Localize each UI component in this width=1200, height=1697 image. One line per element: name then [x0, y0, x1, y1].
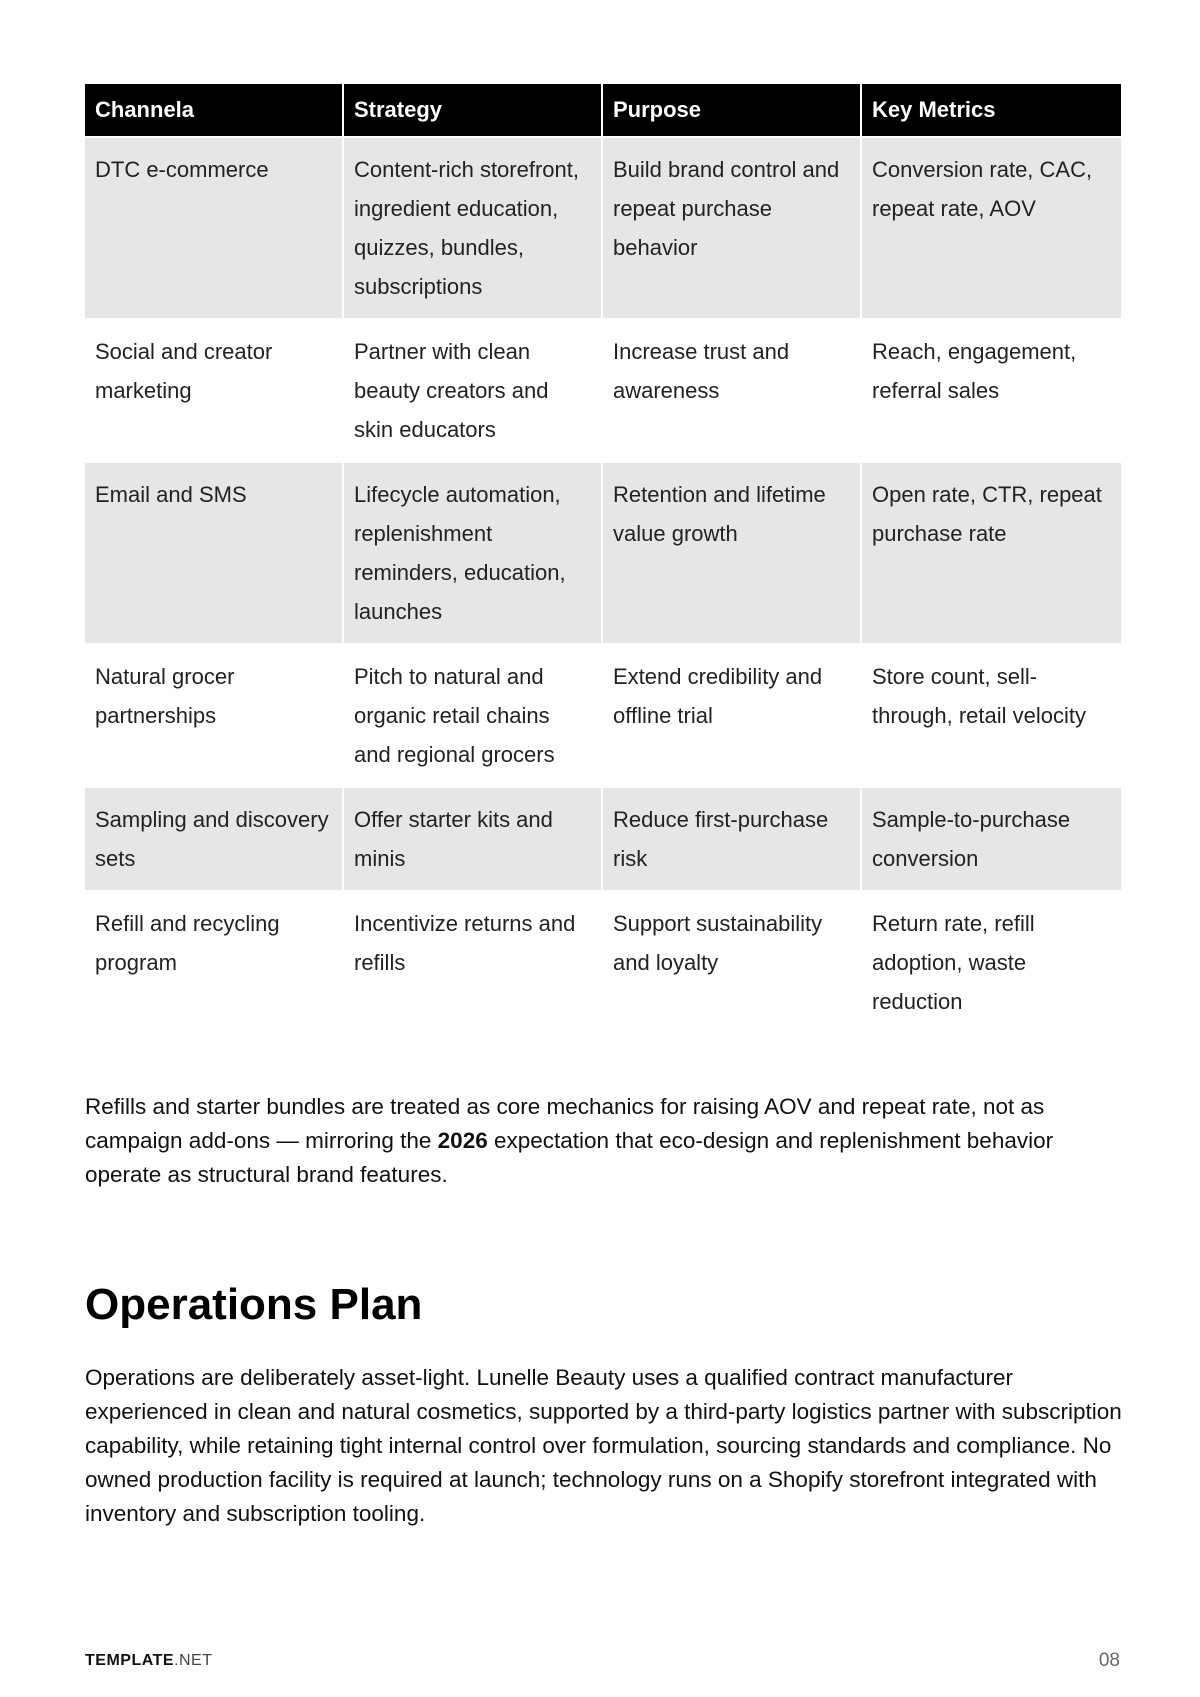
cell-key-metrics: Return rate, refill adoption, waste reduction	[862, 890, 1121, 1033]
page-content	[85, 84, 1121, 1033]
header-purpose: Purpose	[603, 84, 862, 136]
table-row	[85, 136, 1121, 318]
operations-paragraph: Operations are deliberately asset-light. Lunelle Beauty uses a qualified contract manufacturer experienced in clean and natural cosmetics, supported by a third-party logistics partner with subscription capability, while retaining tight internal control over formulation, sourcing standards and compliance. No owned production facility is required at launch; technology runs on a Shopify storefront integrated with inventory and subscription tooling.	[85, 1365, 1122, 1526]
cell-purpose: Reduce first-purchase risk	[603, 786, 862, 890]
cell-purpose: Increase trust and awareness	[603, 318, 862, 461]
footer-logo-bold: TEMPLATE	[85, 1652, 175, 1669]
cell-key-metrics: Conversion rate, CAC, repeat rate, AOV	[862, 136, 1121, 318]
refills-text-end: expectation that eco-design and replenishment behavior operate as structural brand features.	[85, 1128, 1054, 1187]
page-number: 08	[1098, 1650, 1120, 1671]
table-row	[85, 890, 1121, 1033]
table-row	[85, 318, 1121, 461]
cell-strategy: Pitch to natural and organic retail chains and regional grocers	[344, 643, 603, 786]
table-row	[85, 461, 1121, 643]
table-row	[85, 643, 1121, 786]
cell-purpose: Extend credibility and offline trial	[603, 643, 862, 786]
refills-paragraph	[85, 1090, 1125, 1192]
footer-logo	[85, 1652, 212, 1670]
header-channel: Channela	[85, 84, 344, 136]
cell-channel: Natural grocer partnerships	[85, 643, 344, 786]
cell-purpose: Support sustainability and loyalty	[603, 890, 862, 1033]
cell-key-metrics: Store count, sell-through, retail velocity	[862, 643, 1121, 786]
cell-purpose: Build brand control and repeat purchase behavior	[603, 136, 862, 318]
cell-channel: DTC e-commerce	[85, 136, 344, 318]
cell-channel: Email and SMS	[85, 461, 344, 643]
cell-strategy: Incentivize returns and refills	[344, 890, 603, 1033]
cell-channel: Refill and recycling program	[85, 890, 344, 1033]
cell-key-metrics: Sample-to-purchase conversion	[862, 786, 1121, 890]
cell-channel: Sampling and discovery sets	[85, 786, 344, 890]
table-row	[85, 786, 1121, 890]
cell-purpose: Retention and lifetime value growth	[603, 461, 862, 643]
header-strategy: Strategy	[344, 84, 603, 136]
year-highlight: 2026	[437, 1128, 488, 1153]
cell-key-metrics: Open rate, CTR, repeat purchase rate	[862, 461, 1121, 643]
operations-plan-heading: Operations Plan	[85, 1280, 423, 1329]
cell-strategy: Partner with clean beauty creators and skin educators	[344, 318, 603, 461]
cell-key-metrics: Reach, engagement, referral sales	[862, 318, 1121, 461]
table-header-row	[85, 84, 1121, 136]
refills-text-start: Refills and starter bundles are treated as core mechanics for raising AOV and repeat rate, not as campaign add-ons — mirroring the	[85, 1094, 1045, 1153]
header-key-metrics: Key Metrics	[862, 84, 1121, 136]
cell-strategy: Lifecycle automation, replenishment reminders, education, launches	[344, 461, 603, 643]
cell-strategy: Offer starter kits and minis	[344, 786, 603, 890]
cell-channel: Social and creator marketing	[85, 318, 344, 461]
channels-table	[85, 84, 1121, 1033]
footer-logo-light: .NET	[174, 1652, 213, 1669]
cell-strategy: Content-rich storefront, ingredient education, quizzes, bundles, subscriptions	[344, 136, 603, 318]
